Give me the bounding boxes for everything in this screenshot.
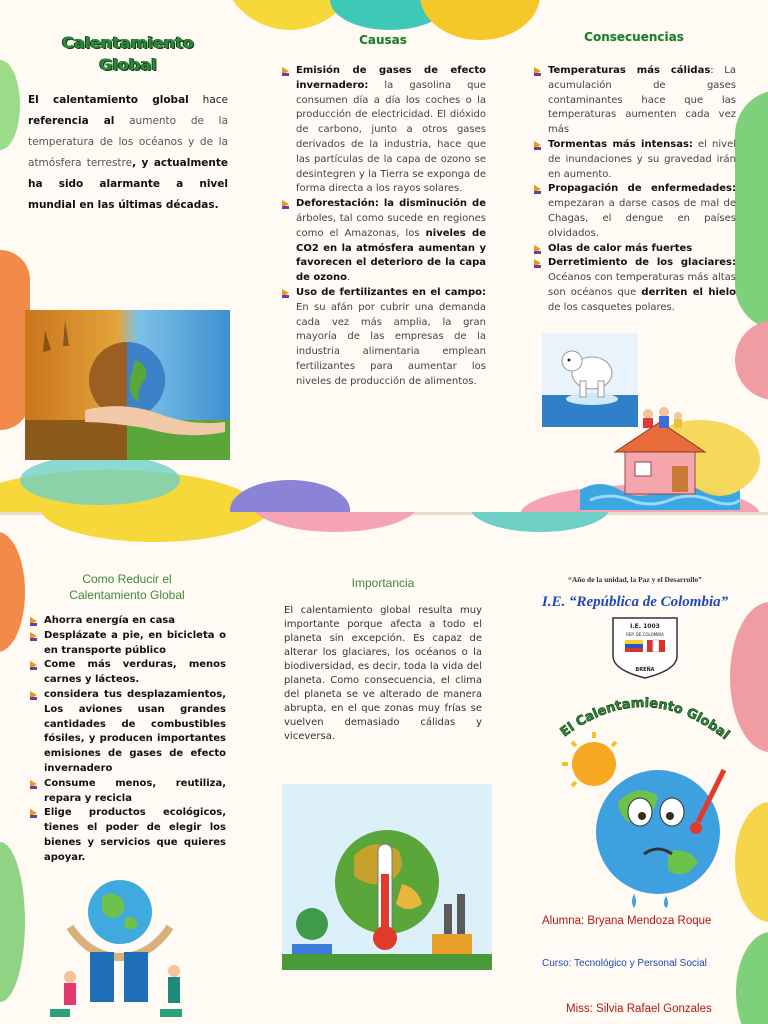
list-item (28, 688, 226, 777)
deco-blob-green-left2 (0, 842, 25, 1002)
deco-blob-orange-left2 (0, 532, 25, 652)
reducir-item-6: Elige productos ecológicos, tienes el poder de elegir los bienes y servicios que quieres apoyar. (44, 807, 226, 863)
crest-line1: I.E. 1003 (630, 623, 660, 630)
list-item (280, 197, 486, 286)
deco-blob-teal-top2 (470, 512, 610, 532)
reducir-item-3: Come más verduras, menos carnes y lácteos. (44, 659, 226, 686)
list-item (28, 777, 226, 807)
consecuencia-1-heading: Temperaturas más cálidas (548, 65, 711, 76)
causa-2-bold: niveles de CO2 en la atmósfera aumentan y favorecen el deterioro de la capa de ozono (296, 227, 486, 284)
globe-in-hand-image (25, 310, 230, 460)
reducir-item-4: considera tus desplazamientos, Los aviones usan grandes cantidades de combustibles fósiles, y producen importantes emisiones de gases de efecto invernadero (44, 688, 226, 774)
importancia-title: Importancia (351, 576, 415, 590)
intro-title-line2: Global (99, 55, 157, 74)
intro-bold-3: , y actualmente ha sido alarmante a nivel mundial en las últimas décadas. (28, 157, 229, 211)
list-item (28, 614, 226, 629)
cover-alumna: Alumna: Bryana Mendoza Roque (542, 915, 712, 927)
list-item (532, 138, 736, 182)
deco-blob-green-left (0, 60, 20, 150)
cover-curso: Curso: Tecnológico y Personal Social (542, 958, 707, 969)
deco-blob-green-right (735, 90, 768, 330)
deco-blob-pink-right (735, 320, 768, 400)
consecuencia-2-heading: Tormentas más intensas: (548, 138, 693, 150)
intro-title-line1: Calentamiento (62, 33, 194, 52)
intro-title (28, 32, 228, 76)
panel-reducir (28, 572, 226, 866)
causa-2-text: árboles, tal como sucede en regiones como el Amazonas, los (296, 212, 486, 239)
cover-earth-illustration (548, 682, 738, 912)
intro-text-1: hace (188, 94, 228, 106)
cover-curved-title: El Calentamiento Global (557, 695, 733, 743)
causa-1-text: la gasolina que consumen día a día los coches o la producción de electricidad. El dióxido de carbono, junto a otros gases derivados de la industria, hace que las partículas de la capa de ozono se desintegren y la Tierra se exponga de forma directa a los rayos solares. (296, 79, 486, 195)
consecuencia-5-bold: derriten el hielo (641, 286, 736, 298)
intro-text-2: aumento de la temperatura de los océanos y de la atmósfera terrestre (28, 115, 229, 169)
causas-title: Causas (359, 33, 407, 47)
earth-care-image (40, 867, 200, 1017)
deco-blob-purple-bottom (230, 480, 350, 512)
consecuencia-3-text: empezaran a darse casos de mal de Chagas, el dengue en países olvidados. (548, 198, 736, 239)
sun-icon (562, 732, 616, 786)
consecuencia-5-text: Océanos con temperaturas más altas son océanos que (548, 272, 736, 298)
deco-blob-yellow-right2 (735, 802, 768, 922)
list-item (532, 64, 736, 138)
cover-motto: “Año de la unidad, la Paz y el Desarrollo” (568, 575, 702, 584)
school-crest (611, 616, 679, 680)
crest-line2: REP. DE COLOMBIA (626, 632, 664, 637)
deco-blob-teal-bottom (20, 455, 180, 505)
intro-bold-1: El calentamiento global (28, 94, 189, 106)
list-item (280, 64, 486, 197)
crest-line3: BREÑA (635, 667, 655, 673)
list-item (280, 286, 486, 390)
reducir-item-2: Desplázate a pie, en bicicleta o en transporte público (44, 629, 226, 656)
cover-school: I.E. “República de Colombia” (541, 594, 729, 610)
list-item (28, 629, 226, 659)
consecuencia-5-heading: Derretimiento de los glaciares: (548, 257, 736, 269)
deco-blob-yellow-top2 (40, 512, 270, 542)
reducir-title (28, 572, 226, 602)
deco-blob-pink-top2 (250, 512, 420, 532)
list-item (532, 182, 736, 241)
causa-2-heading: Deforestación: la disminución de (296, 198, 486, 210)
consecuencias-title: Consecuencias (584, 30, 684, 44)
list-item (532, 242, 736, 257)
causa-3-text: En su afán por cubrir una demanda cada vez más amplia, la gran mayoría de las empresas de la industria alimentaria emplean fertilizantes para aumentar los niveles de producción de alimentos. (296, 301, 486, 387)
reducir-item-1: Ahorra energía en casa (44, 615, 176, 626)
deco-blob-green-right2 (736, 932, 768, 1024)
consecuencia-3-heading: Propagación de enfermedades: (548, 183, 736, 195)
causas-list (280, 64, 486, 390)
panel-cover (530, 572, 740, 611)
consecuencia-1-text: : La acumulación de gases contaminantes hace que las temperaturas aumenten cada vez más (548, 65, 737, 136)
panel-importancia (284, 576, 482, 744)
causa-2-text-end: . (346, 272, 351, 284)
panel-causas (280, 33, 486, 390)
list-item (532, 256, 736, 315)
flooded-house-image (580, 400, 740, 510)
inner-page (0, 512, 768, 1024)
panel-intro (28, 32, 228, 216)
consecuencia-4-heading: Olas de calor más fuertes (548, 242, 693, 254)
consecuencias-list (532, 64, 736, 316)
consecuencia-5-text-end: de los casquetes polares. (548, 301, 675, 313)
intro-text (28, 90, 228, 216)
importancia-text: El calentamiento global resulta muy importante porque afecta a todo el planeta sin excepción. Es capaz de alterar los glaciares, los océanos o la biodiversidad, es decir, toda la vida del planeta. Como consecuencia, el clima del planeta se ve alterado de manera abrupta, en el que zonas muy frías se vuelven demasiado cálidas y viceversa. (284, 605, 482, 742)
causa-3-heading: Uso de fertilizantes en el campo: (296, 286, 486, 298)
earth-thermometer-image (282, 784, 492, 970)
list-item (28, 658, 226, 688)
reducir-title-line2: Calentamiento Global (69, 588, 185, 602)
causa-1-heading: Emisión de gases de efecto invernadero: (296, 65, 486, 91)
reducir-item-5: Consume menos, reutiliza, repara y recicla (44, 777, 226, 804)
cover-miss: Miss: Silvia Rafael Gonzales (566, 1003, 712, 1015)
consecuencia-2-text: el nivel de inundaciones y su gravedad irán en aumento. (548, 138, 736, 180)
reducir-title-line1: Como Reducir el (82, 572, 172, 586)
reducir-list (28, 614, 226, 866)
panel-consecuencias (532, 30, 736, 316)
list-item (28, 806, 226, 865)
intro-bold-2: referencia al (28, 115, 115, 127)
svg-text:El Calentamiento Global (558, 696, 732, 743)
